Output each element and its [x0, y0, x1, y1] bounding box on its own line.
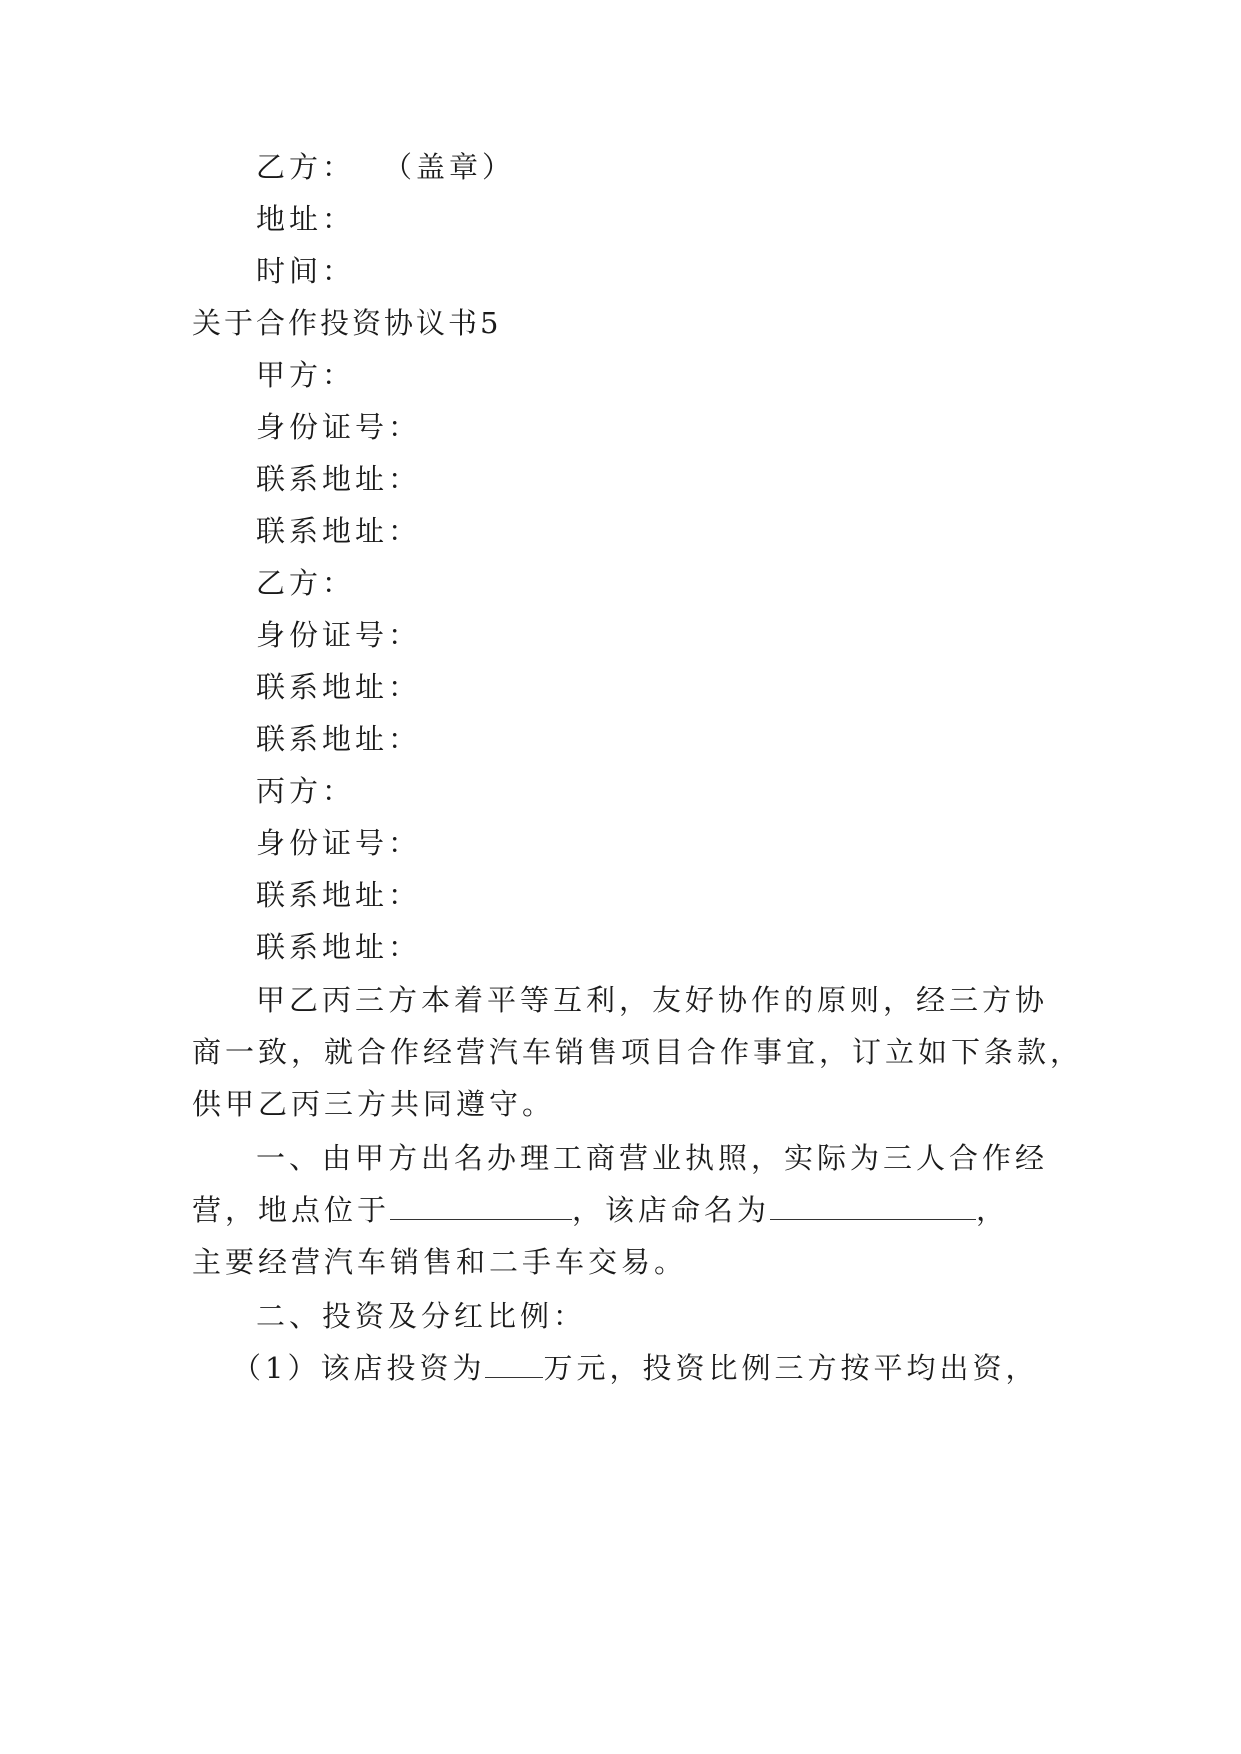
preamble-line-1: 甲乙丙三方本着平等互利，友好协作的原则，经三方协	[256, 983, 1049, 1017]
agreement-title-text: 关于合作投资协议书	[192, 306, 481, 340]
party-c-id-label: 身份证号：	[256, 826, 422, 860]
clause-1-line-2	[192, 1190, 1009, 1230]
store-name-blank	[770, 1193, 976, 1220]
clause-1-store-name-text: ，该店命名为	[572, 1193, 771, 1227]
party-c-contact-address-2: 联系地址：	[256, 930, 422, 964]
clause-2-item-1	[232, 1348, 1038, 1388]
signature-seal-note: （盖章）	[383, 150, 516, 184]
agreement-title	[192, 303, 501, 343]
clause-1-location-text: 营，地点位于	[192, 1193, 391, 1227]
clause-2-item-1-text: （1）该店投资为	[232, 1351, 486, 1385]
agreement-title-number: 5	[480, 306, 502, 340]
signature-party-b-label: 乙方：	[256, 150, 356, 184]
clause-1-line-3: 主要经营汽车销售和二手车交易。	[192, 1245, 688, 1279]
party-a-contact-address-2: 联系地址：	[256, 514, 422, 548]
party-b-id-label: 身份证号：	[256, 618, 422, 652]
party-b-contact-address-1: 联系地址：	[256, 670, 422, 704]
signature-time-label: 时间：	[256, 254, 356, 288]
party-a-contact-address-1: 联系地址：	[256, 462, 422, 496]
signature-address-label: 地址：	[256, 202, 356, 236]
party-c-contact-address-1: 联系地址：	[256, 878, 422, 912]
preamble-line-3: 供甲乙丙三方共同遵守。	[192, 1087, 556, 1121]
party-b-label: 乙方：	[256, 566, 356, 600]
clause-1-comma: ，	[976, 1193, 1010, 1227]
location-blank	[390, 1193, 572, 1220]
party-c-label: 丙方：	[256, 774, 356, 808]
party-a-id-label: 身份证号：	[256, 410, 422, 444]
clause-1-line-1: 一、由甲方出名办理工商营业执照，实际为三人合作经	[256, 1141, 1049, 1175]
clause-2-item-1-text-2: 万元，投资比例三方按平均出资，	[543, 1351, 1039, 1385]
clause-2-heading: 二、投资及分红比例：	[256, 1299, 587, 1333]
investment-amount-blank	[485, 1351, 543, 1378]
party-b-contact-address-2: 联系地址：	[256, 722, 422, 756]
party-a-label: 甲方：	[256, 358, 356, 392]
signature-party-b-line	[256, 147, 515, 187]
preamble-line-2: 商一致，就合作经营汽车销售项目合作事宜，订立如下条款，	[192, 1035, 1084, 1069]
